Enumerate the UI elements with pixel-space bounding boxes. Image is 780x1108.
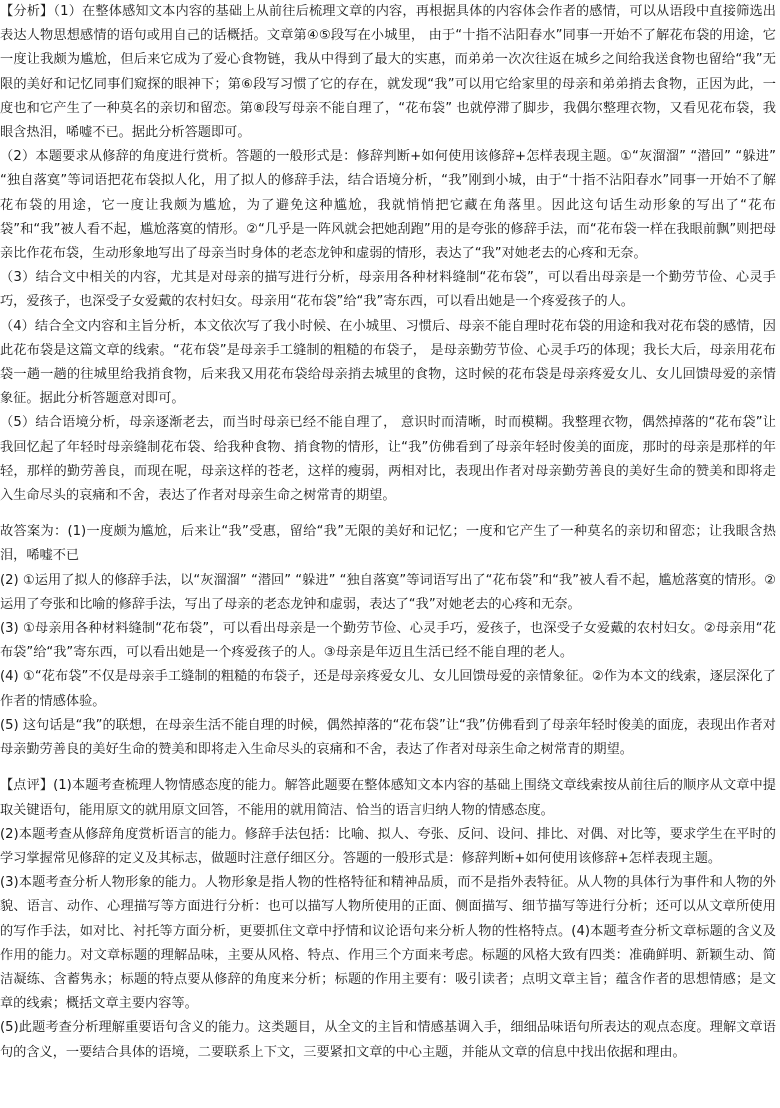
- analysis-section: [0, 0, 776, 508]
- analysis-paragraph-4: （4）结合全文内容和主旨分析，本文依次写了我小时候、在小城里、习惯后、母亲不能自理时花布袋的用途和我对花布袋的感情，因此花布袋是这篇文章的线索。“花布袋”是母亲手工缝制的粗糙的布袋子， 是母亲勤劳节俭、心灵手巧的体现；我长大后，母亲用花布袋一趟一趟的往城里给我捎食物，后来我又用花布袋给母亲捎去城里的食物，这时候的花布袋是母亲疼爱女儿、女儿回馈母爱的亲情象征。据此分析答题意对即可。: [0, 318, 776, 407]
- answer-paragraph-2: (2) ①运用了拟人的修辞手法，以“灰溜溜” “潜回” “躲进” “独自落寞”等词语写出了“花布袋”和“我”被人看不起，尴尬落寞的情形。②运用了夸张和比喻的修辞手法，写出了母亲的老态龙钟和虚弱，表达了“我”对她老去的心疼和无奈。: [0, 572, 776, 612]
- analysis-paragraph-1: 【分析】（1）在整体感知文本内容的基础上从前往后梳理文章的内容，再根据具体的内容体会作者的感情，可以从语段中直接筛选出表达人物思想感情的语句或用自己的话概括。文章第④⑤段写在小城里， 由于“十指不沾阳春水”同事一开始不了解花布袋的用途，它一度让我颇为尴尬，但后来它成为了爱心食物链，我从中得到了最大的实惠，而弟弟一次次往返在城乡之间给我送食物也留给“我”无限的美好和记忆同事们窥探的眼神下；第⑥段写习惯了它的存在，就发现“我”可以用它给家里的母亲和弟弟捎去食物，正因为此，一度也和它产生了一种莫名的亲切和留恋。第⑧段写母亲不能自理了，“花布袋” 也就停滞了脚步，我偶尔整理衣物，又看见花布袋，我眼含热泪，唏嘘不已。据此分析答题即可。: [0, 4, 776, 141]
- answer-paragraph-5: (5) 这句话是“我”的联想，在母亲生活不能自理的时候，偶然掉落的“花布袋”让“我”仿佛看到了母亲年轻时俊美的面庞，表现出作者对母亲勤劳善良的美好生命的赞美和即将走入生命尽头的哀痛和不舍，表达了作者对母亲生命之树常青的期望。: [0, 717, 776, 758]
- answer-section: [0, 520, 776, 762]
- section-divider: [0, 762, 776, 774]
- comment-section: [0, 774, 776, 1064]
- answer-paragraph-4: (4) ①“花布袋”不仅是母亲手工缝制的粗糙的布袋子，还是母亲疼爱女儿、女儿回馈母爱的亲情象征。②作为本文的线索，逐层深化了作者的情感体验。: [0, 669, 776, 709]
- answer-paragraph-1: 故答案为：(1)一度颇为尴尬，后来让“我”受惠，留给“我”无限的美好和记忆；一度和它产生了一种莫名的亲切和留恋；让我眼含热泪，唏嘘不已: [0, 524, 776, 564]
- comment-paragraph-3: (3)本题考查分析人物形象的能力。人物形象是指人物的性格特征和精神品质，而不是指外表特征。从人物的具体行为事件和人物的外貌、语言、动作、心理描写等方面进行分析：也可以描写人物所使用的正面、侧面描写、细节描写等进行分析；还可以从文章所使用的写作手法，如对比、衬托等方面分析，更要抓住文章中抒情和议论语句来分析人物的性格特点。(4)本题考查分析文章标题的含义及作用的能力。对文章标题的理解品味，主要从风格、特点、作用三个方面来考虑。标题的风格大致有四类：准确鲜明、新颖生动、简洁凝练、含蓄隽永；标题的特点要从修辞的角度来分析；标题的作用主要有：吸引读者；点明文章主旨；蕴含作者的思想情感；是文章的线索；概括文章主要内容等。: [0, 875, 776, 1012]
- section-divider: [0, 508, 776, 520]
- analysis-paragraph-2: （2）本题要求从修辞的角度进行赏析。答题的一般形式是：修辞判断+如何使用该修辞+怎样表现主题。①“灰溜溜” “潜回” “躲进” “独自落寞”等词语把花布袋拟人化，用了拟人的修辞手法，结合语境分析，“我”刚到小城，由于“十指不沾阳春水”同事一开始不了解花布袋的用途，它一度让我颇为尴尬，为了避免这种尴尬，我就悄悄把它藏在角落里。因此这句话生动形象的写出了“花布袋”和“我”被人看不起，尴尬落寞的情形。②“几乎是一阵风就会把她刮跑”用的是夸张的修辞手法，而“花布袋一样在我眼前飘”则把母亲比作花布袋，生动形象地写出了母亲当时身体的老态龙钟和虚弱的情形，表达了“我”对她老去的心疼和无奈。: [0, 149, 776, 262]
- comment-paragraph-4: (5)此题考查分析理解重要语句含义的能力。这类题目，从全文的主旨和情感基调入手，细细品味语句所表达的观点态度。理解文章语句的含义，一要结合具体的语境，二要联系上下文，三要紧扣文章的中心主题，并能从文章的信息中找出依据和理由。: [0, 1020, 776, 1060]
- analysis-paragraph-3: （3）结合文中相关的内容，尤其是对母亲的描写进行分析，母亲用各种材料缝制“花布袋”，可以看出母亲是一个勤劳节俭、心灵手巧，爱孩子，也深受子女爱戴的农村妇女。母亲用“花布袋”给“我”寄东西，可以看出她是一个疼爱孩子的人。: [0, 270, 776, 310]
- comment-paragraph-2: (2)本题考查从修辞角度赏析语言的能力。修辞手法包括：比喻、拟人、夸张、反问、设问、排比、对偶、对比等，要求学生在平时的学习掌握常见修辞的定义及其标志，做题时注意仔细区分。答题的一般形式是：修辞判断+如何使用该修辞+怎样表现主题。: [0, 826, 776, 866]
- comment-paragraph-1: 【点评】(1)本题考查梳理人物情感态度的能力。解答此题要在整体感知文本内容的基础上围绕文章线索按从前往后的顺序从文章中提取关键语句，能用原文的就用原文回答，不能用的就用简洁、恰当的语言归纳人物的情感态度。: [0, 778, 776, 818]
- analysis-paragraph-5: （5）结合语境分析，母亲逐渐老去，而当时母亲已经不能自理了， 意识时而清晰，时而模糊。我整理衣物，偶然掉落的“花布袋”让我回忆起了年轻时母亲缝制花布袋、给我种食物、捎食物的情形，让“我”仿佛看到了母亲年轻时俊美的面庞，那时的母亲是那样的年轻，那样的勤劳善良，而现在呢，母亲这样的苍老，这样的瘦弱，两相对比，表现出作者对母亲勤劳善良的美好生命的赞美和即将走入生命尽头的哀痛和不舍，表达了作者对母亲生命之树常青的期望。: [0, 415, 776, 504]
- answer-paragraph-3: (3) ①母亲用各种材料缝制“花布袋”，可以看出母亲是一个勤劳节俭、心灵手巧，爱孩子，也深受子女爱戴的农村妇女。②母亲用“花布袋”给“我”寄东西，可以看出她是一个疼爱孩子的人。③母亲是年迈且生活已经不能自理的老人。: [0, 621, 776, 661]
